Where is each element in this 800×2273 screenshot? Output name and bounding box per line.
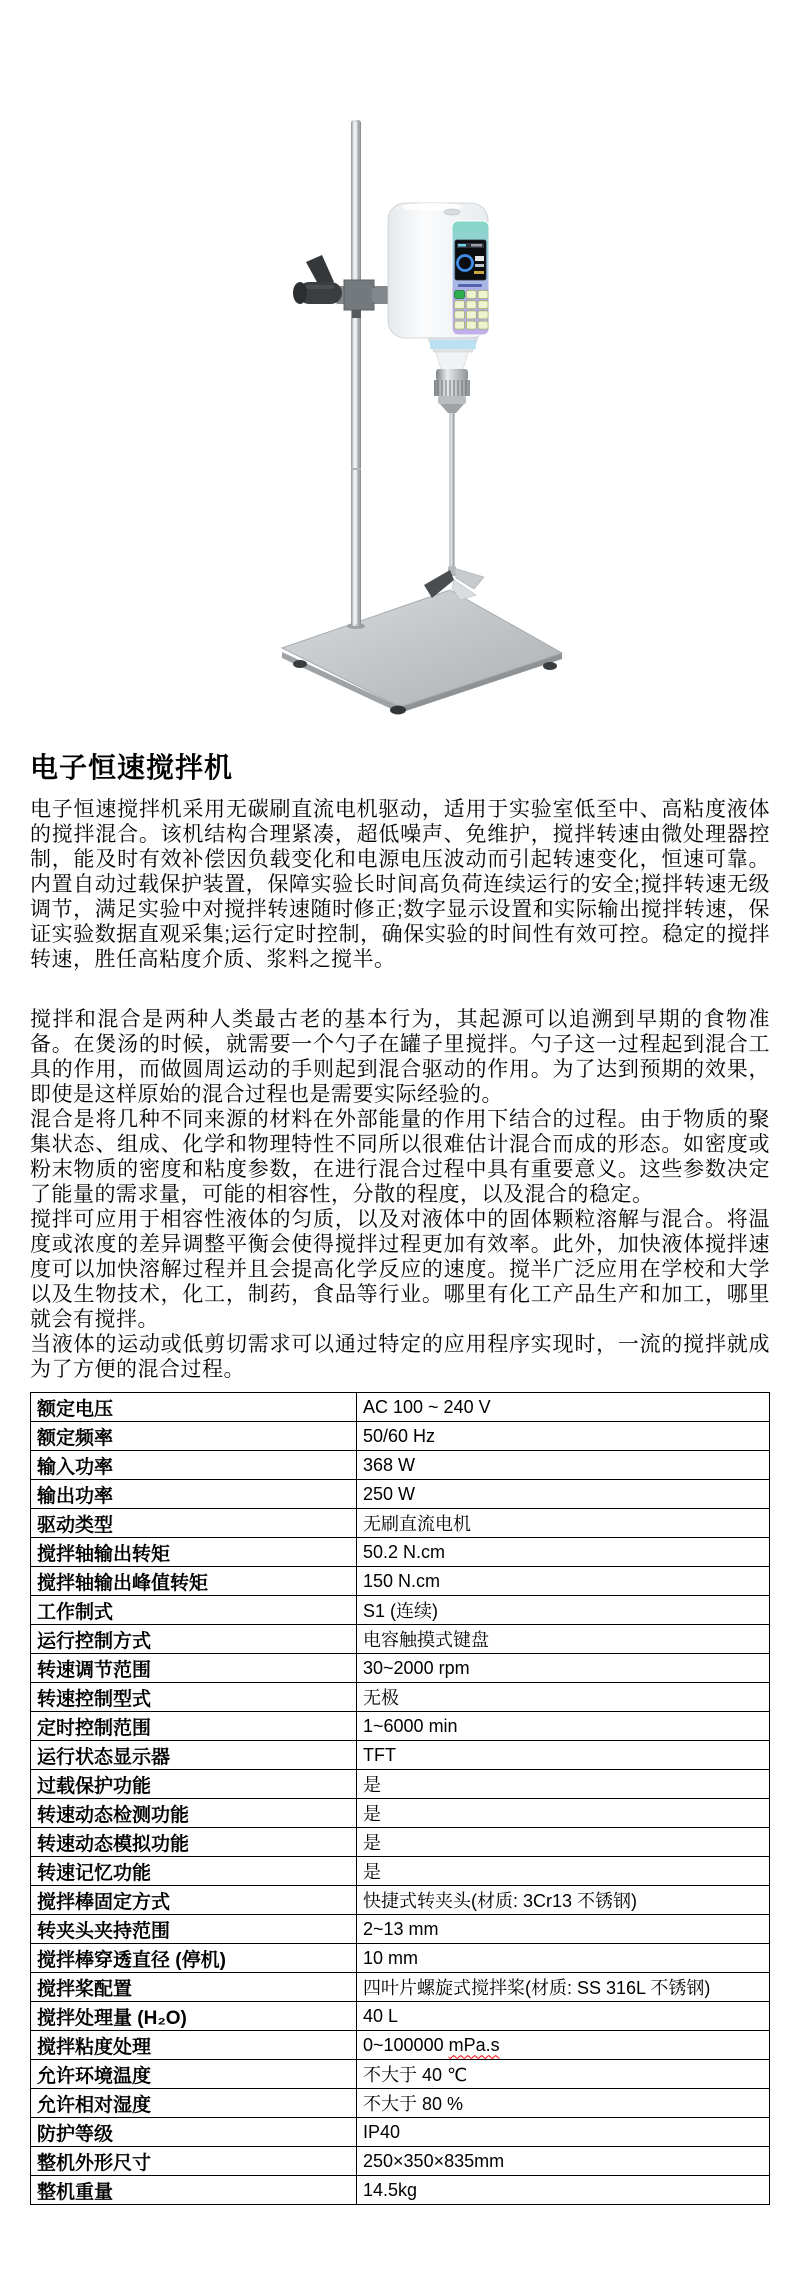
spec-value: 是 — [357, 1770, 770, 1799]
brand-label — [458, 284, 482, 287]
spec-value: 是 — [357, 1857, 770, 1886]
spec-row — [31, 1886, 770, 1915]
spec-value: S1 (连续) — [357, 1596, 770, 1625]
control-panel — [452, 221, 489, 335]
specs-table — [30, 1392, 770, 2205]
spec-value: 150 N.cm — [357, 1567, 770, 1596]
spec-label: 转速动态模拟功能 — [31, 1828, 357, 1857]
product-photo — [0, 0, 800, 715]
keypad-key[interactable] — [478, 321, 488, 329]
spec-label: 转速调节范围 — [31, 1654, 357, 1683]
spec-label: 输出功率 — [31, 1480, 357, 1509]
keypad-key[interactable] — [466, 291, 476, 299]
spec-value: 30~2000 rpm — [357, 1654, 770, 1683]
spec-label: 允许环境温度 — [31, 2060, 357, 2089]
spec-label: 定时控制范围 — [31, 1712, 357, 1741]
product-title: 电子恒速搅拌机 — [30, 752, 234, 783]
stirrer-figure — [0, 0, 800, 715]
tft-screen — [455, 240, 486, 280]
spec-value: 无极 — [357, 1683, 770, 1712]
stirrer-head — [388, 203, 489, 370]
spec-value: 0~100000 mPa.s — [357, 2031, 770, 2060]
spec-row — [31, 1654, 770, 1683]
spec-label: 搅拌桨配置 — [31, 1973, 357, 2002]
spec-value: 50/60 Hz — [357, 1422, 770, 1451]
spec-row — [31, 2089, 770, 2118]
spec-row — [31, 1799, 770, 1828]
spec-row — [31, 1509, 770, 1538]
spec-value: 是 — [357, 1828, 770, 1857]
spec-label: 过载保护功能 — [31, 1770, 357, 1799]
spec-row — [31, 2147, 770, 2176]
spec-value: 是 — [357, 1799, 770, 1828]
spec-label: 搅拌棒穿透直径 (停机) — [31, 1944, 357, 1973]
support-rod — [347, 120, 365, 629]
spec-value: AC 100 ~ 240 V — [357, 1393, 770, 1422]
spec-value: 40 L — [357, 2002, 770, 2031]
spec-row — [31, 1770, 770, 1799]
keypad-key[interactable] — [466, 301, 476, 309]
collet — [436, 352, 468, 370]
spec-label: 搅拌处理量 (H₂O) — [31, 2002, 357, 2031]
spec-value: 不大于 40 ℃ — [357, 2060, 770, 2089]
spec-row — [31, 1741, 770, 1770]
keypad-key[interactable] — [478, 301, 488, 309]
spec-value: 368 W — [357, 1451, 770, 1480]
spec-label: 额定频率 — [31, 1422, 357, 1451]
spec-label: 允许相对湿度 — [31, 2089, 357, 2118]
description-paragraph: 搅拌可应用于相容性液体的匀质，以及对液体中的固体颗粒溶解与混合。将温度或浓度的差异调整平衡会使得搅拌过程更加有效率。此外，加快液体搅拌速度可以加快溶解过程并且会提高化学反应的速度。搅半广泛应用在学校和大学以及生物技术，化工，制药，食品等行业。哪里有化工产品生产和加工，哪里就会有搅拌。 — [30, 1208, 770, 1331]
spec-value: 250×350×835mm — [357, 2147, 770, 2176]
status-light — [430, 340, 476, 349]
spec-row — [31, 2031, 770, 2060]
product-description — [0, 797, 800, 1382]
spec-value: 2~13 mm — [357, 1915, 770, 1944]
keypad-key[interactable] — [478, 311, 488, 319]
rod-clamp — [293, 255, 396, 318]
spec-row — [31, 1944, 770, 1973]
spec-value: 250 W — [357, 1480, 770, 1509]
power-key[interactable] — [455, 291, 465, 299]
specs-table-body — [31, 1393, 770, 2205]
spec-row — [31, 1596, 770, 1625]
spec-row — [31, 1567, 770, 1596]
spec-row — [31, 1625, 770, 1654]
spec-row — [31, 1480, 770, 1509]
spec-value: 10 mm — [357, 1944, 770, 1973]
spec-label: 搅拌轴输出转矩 — [31, 1538, 357, 1567]
keypad-key[interactable] — [478, 291, 488, 299]
spec-label: 额定电压 — [31, 1393, 357, 1422]
keypad-key[interactable] — [466, 311, 476, 319]
spec-row — [31, 1683, 770, 1712]
base-foot — [543, 662, 557, 670]
spec-label: 转夹头夹持范围 — [31, 1915, 357, 1944]
keypad-key[interactable] — [466, 321, 476, 329]
keypad-key[interactable] — [455, 311, 465, 319]
spec-row — [31, 1451, 770, 1480]
spec-row — [31, 1915, 770, 1944]
spec-row — [31, 1973, 770, 2002]
spec-row — [31, 2002, 770, 2031]
spec-row — [31, 1857, 770, 1886]
spec-value: 不大于 80 % — [357, 2089, 770, 2118]
spec-row — [31, 2176, 770, 2205]
spec-row — [31, 1393, 770, 1422]
spec-row — [31, 1422, 770, 1451]
spec-label: 整机重量 — [31, 2176, 357, 2205]
spec-label: 运行状态显示器 — [31, 1741, 357, 1770]
spec-label: 转速记忆功能 — [31, 1857, 357, 1886]
spec-value: TFT — [357, 1741, 770, 1770]
spec-value: 50.2 N.cm — [357, 1538, 770, 1567]
spec-value: 四叶片螺旋式搅拌桨(材质: SS 316L 不锈钢) — [357, 1973, 770, 2002]
spec-label: 转速动态检测功能 — [31, 1799, 357, 1828]
keypad-key[interactable] — [455, 321, 465, 329]
spec-label: 工作制式 — [31, 1596, 357, 1625]
base-plate — [282, 590, 562, 715]
spec-label: 搅拌棒固定方式 — [31, 1886, 357, 1915]
spec-label: 搅拌轴输出峰值转矩 — [31, 1567, 357, 1596]
description-paragraph: 混合是将几种不同来源的材料在外部能量的作用下结合的过程。由于物质的聚集状态、组成、化学和物理特性不同所以很难估计混合而成的形态。如密度或粉末物质的密度和粘度参数，在进行混合过程中具有重要意义。这些参数决定了能量的需求量，可能的相容性，分散的程度，以及混合的稳定。 — [30, 1108, 770, 1206]
stirring-shaft — [450, 413, 455, 569]
spec-label: 输入功率 — [31, 1451, 357, 1480]
spec-row — [31, 1538, 770, 1567]
clamp-bracket — [344, 280, 374, 310]
spec-value: IP40 — [357, 2118, 770, 2147]
base-foot — [293, 660, 307, 668]
spec-row — [31, 2118, 770, 2147]
spec-value: 快捷式转夹头(材质: 3Cr13 不锈钢) — [357, 1886, 770, 1915]
top-vent — [444, 209, 460, 215]
spec-row — [31, 1712, 770, 1741]
spec-label: 转速控制型式 — [31, 1683, 357, 1712]
spec-value: 1~6000 min — [357, 1712, 770, 1741]
spec-value: 无刷直流电机 — [357, 1509, 770, 1538]
spec-label: 驱动类型 — [31, 1509, 357, 1538]
keypad-key[interactable] — [455, 301, 465, 309]
drill-chuck — [434, 369, 470, 413]
spec-value: 电容触摸式键盘 — [357, 1625, 770, 1654]
spec-row — [31, 1828, 770, 1857]
base-foot — [390, 706, 406, 715]
description-paragraph: 电子恒速搅拌机采用无碳刷直流电机驱动，适用于实验室低至中、高粘度液体的搅拌混合。该机结构合理紧凑，超低噪声、免维护，搅拌转速由微处理器控制，能及时有效补偿因负载变化和电源电压波动而引起转速变化，恒速可靠。内置自动过载保护装置，保障实验长时间高负荷连续运行的安全;搅拌转速无级调节，满足实验中对搅拌转速随时修正;数字显示设置和实际输出搅拌转速，保证实验数据直观采集;运行定时控制，确保实验的时间性有效可控。稳定的搅拌转速，胜任高粘度介质、浆料之搅半。 — [30, 798, 770, 971]
spec-label: 整机外形尺寸 — [31, 2147, 357, 2176]
description-paragraph: 搅拌和混合是两种人类最古老的基本行为，其起源可以追溯到早期的食物准备。在煲汤的时候，就需要一个勺子在罐子里搅拌。勺子这一过程起到混合工具的作用，而做圆周运动的手则起到混合驱动的作用。为了达到预期的效果，即使是这样原始的混合过程也是需要实际经验的。 — [30, 1008, 770, 1106]
spec-label: 防护等级 — [31, 2118, 357, 2147]
description-paragraph: 当液体的运动或低剪切需求可以通过特定的应用程序实现时，一流的搅拌就成为了方便的混合过程。 — [30, 1333, 770, 1381]
spellcheck-underlined-text: mPa.s — [448, 2034, 500, 2055]
spec-label: 搅拌粘度处理 — [31, 2031, 357, 2060]
spec-value: 14.5kg — [357, 2176, 770, 2205]
clamp-lever — [306, 255, 334, 284]
spec-label: 运行控制方式 — [31, 1625, 357, 1654]
spec-row — [31, 2060, 770, 2089]
